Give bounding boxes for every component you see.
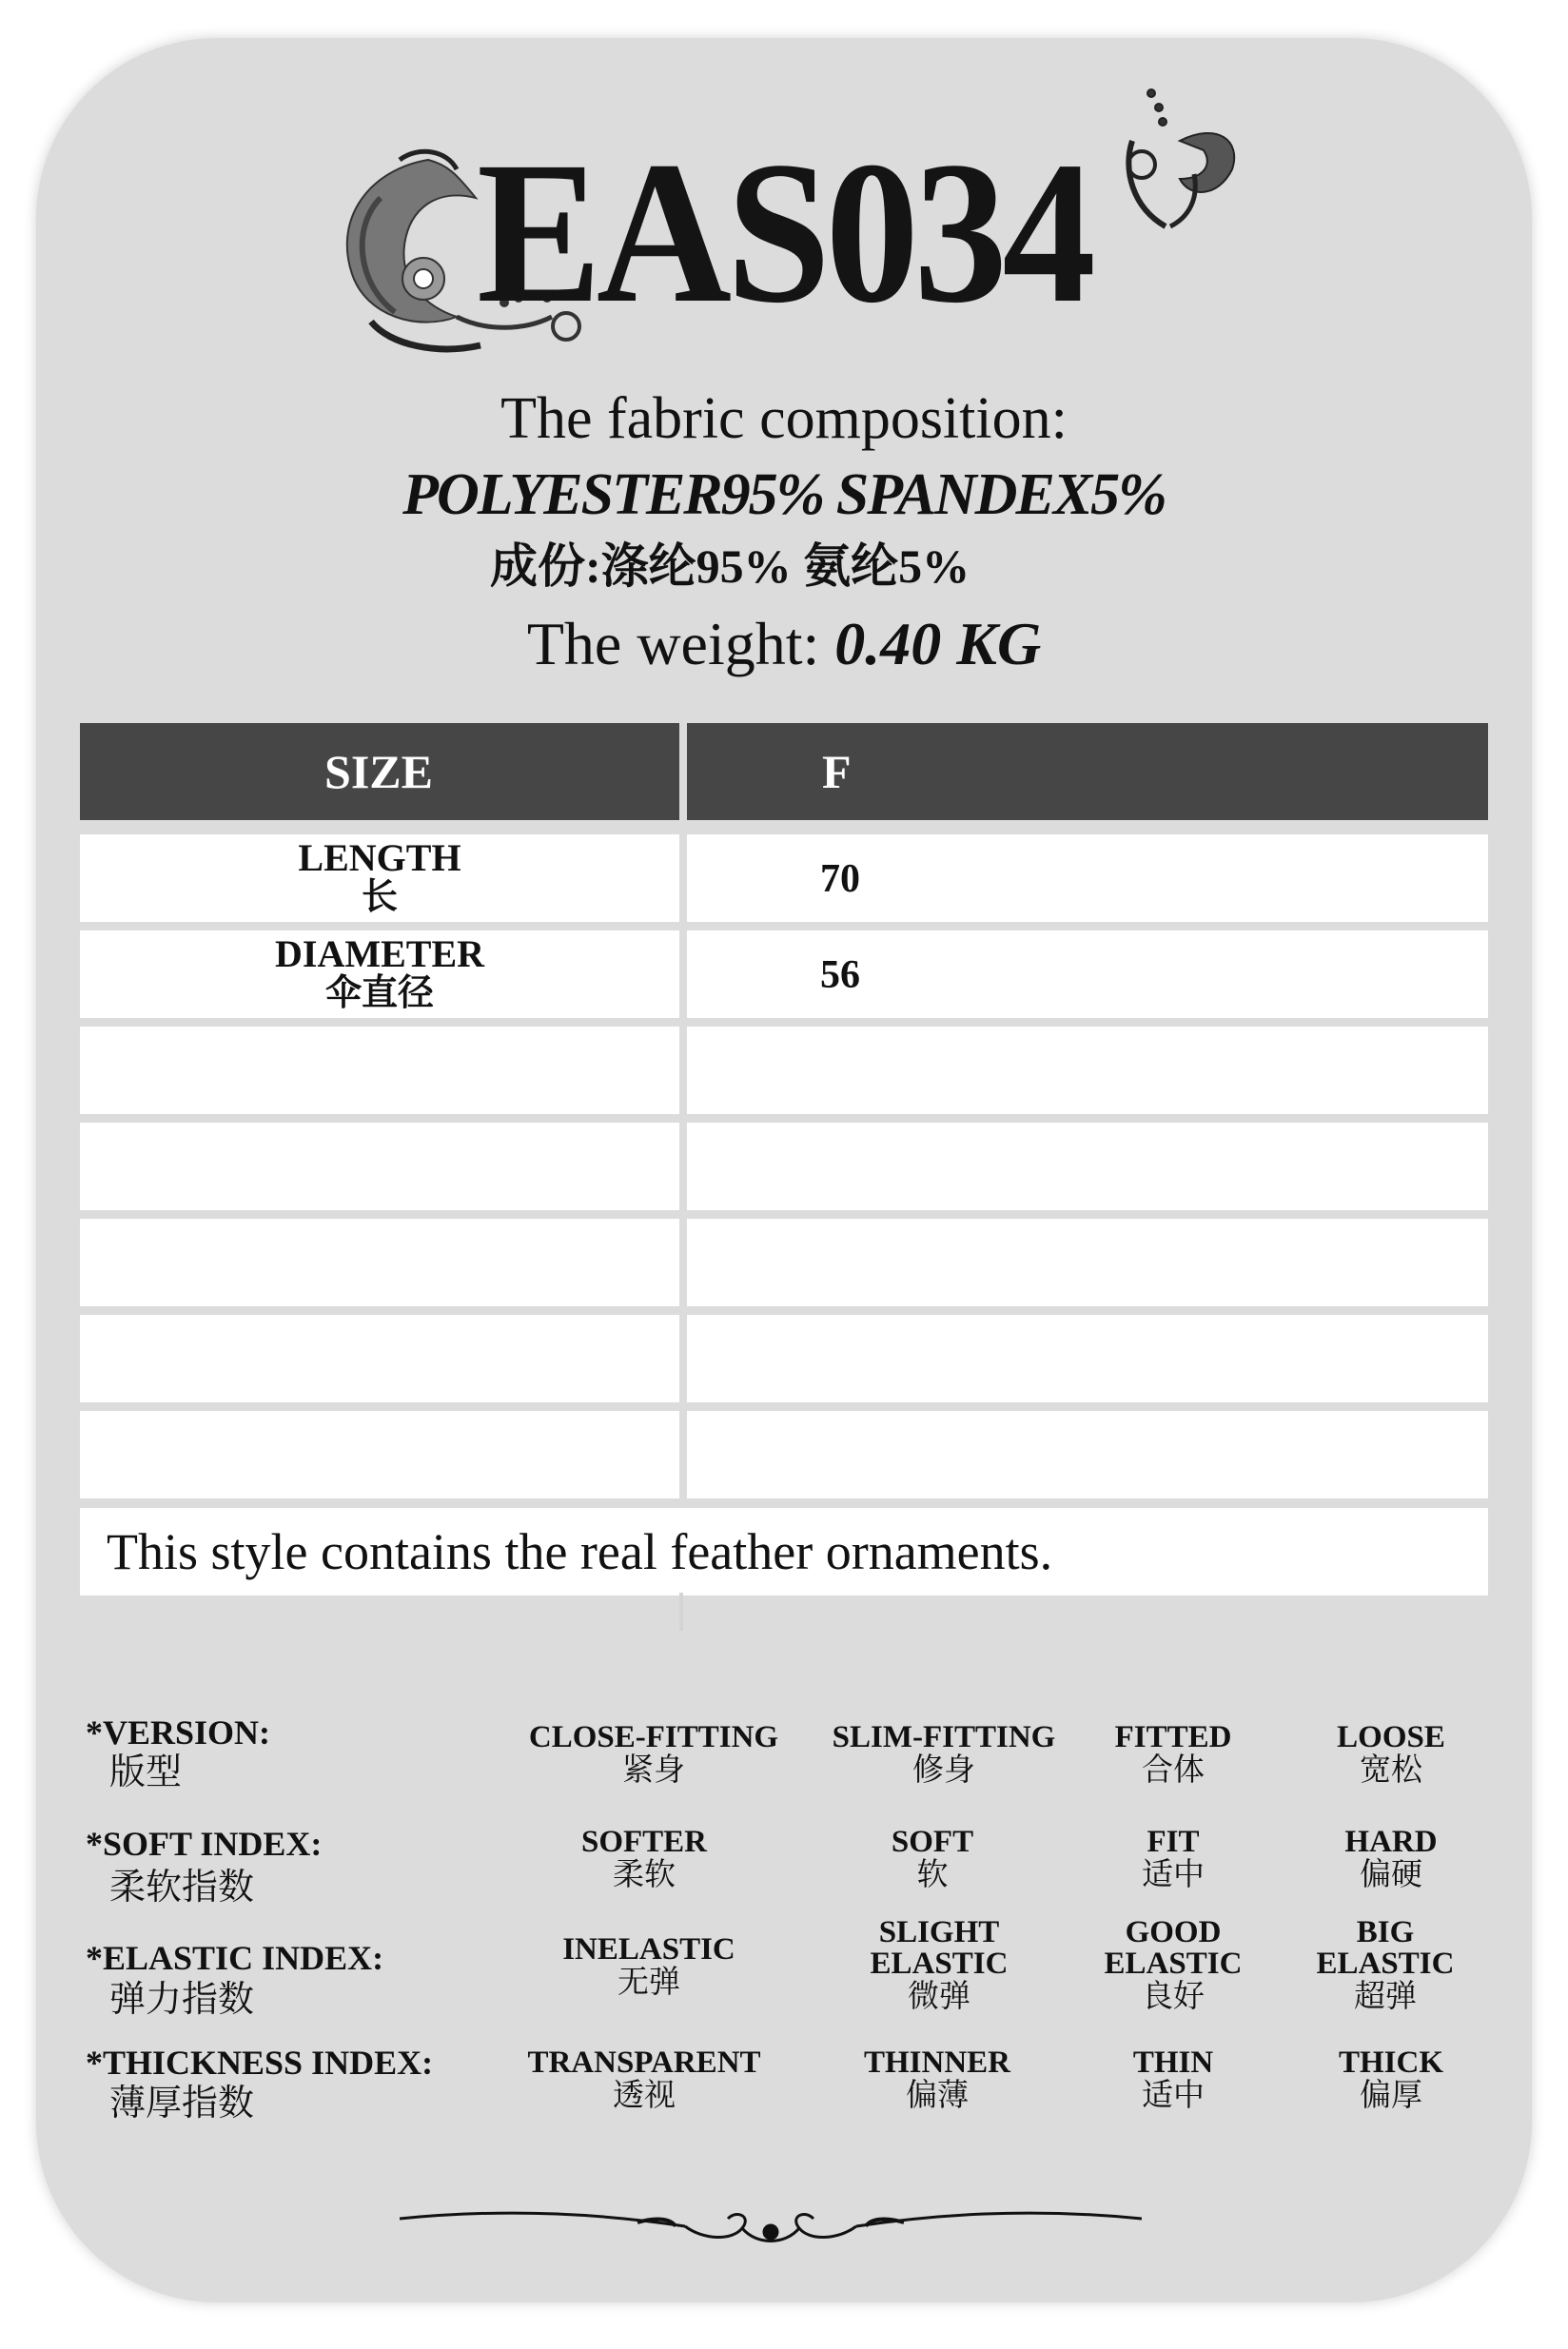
- row-value: 70: [820, 857, 860, 901]
- option-cn: 适中: [1142, 2079, 1205, 2113]
- option-en: SLIGHT ELASTIC: [870, 1915, 1009, 1981]
- option-en: CLOSE-FITTING: [528, 1720, 779, 1754]
- row-name: [80, 1315, 679, 1319]
- option-cn: 偏硬: [1360, 1858, 1422, 1892]
- header-divider: [679, 723, 687, 820]
- option-en: FITTED: [1114, 1720, 1232, 1754]
- row-name: [80, 1123, 679, 1126]
- row-label-cell: [80, 834, 679, 922]
- thickness-option: [511, 2047, 777, 2113]
- size-header-label: SIZE: [324, 745, 433, 798]
- weight-label: The weight:: [526, 610, 820, 677]
- row-label-cell: [80, 1123, 679, 1210]
- elastic-index-label: *ELASTIC INDEX:: [86, 1939, 384, 1977]
- thickness-index-label: *THICKNESS INDEX:: [86, 2044, 434, 2082]
- option-cn: 超弹: [1354, 1980, 1417, 2014]
- row-value-cell: [687, 930, 1488, 1018]
- row-name: [80, 1027, 679, 1030]
- row-name: DIAMETER: [274, 932, 485, 975]
- option-en: SOFT: [891, 1825, 974, 1859]
- row-value-cell: [687, 834, 1488, 922]
- elastic-option: [1252, 1917, 1519, 2014]
- option-en: SLIM-FITTING: [832, 1720, 1056, 1754]
- row-value-cell: [687, 1027, 1488, 1114]
- option-cn: 修身: [912, 1753, 975, 1788]
- option-cn: 微弹: [908, 1980, 970, 2014]
- version-option: [811, 1722, 1077, 1788]
- option-en: INELASTIC: [562, 1932, 735, 1967]
- table-row: [80, 1315, 1488, 1402]
- row-label-cell: [80, 1027, 679, 1114]
- option-en: SOFTER: [580, 1825, 708, 1859]
- soft-option: [799, 1827, 1066, 1892]
- version-option: [1258, 1722, 1524, 1788]
- row-label-cell: [80, 930, 679, 1018]
- version-option: [520, 1722, 787, 1788]
- row-label-cell: [80, 1315, 679, 1402]
- option-en: LOOSE: [1337, 1720, 1445, 1754]
- row-label-cell: [80, 1219, 679, 1306]
- thickness-option: [1258, 2047, 1524, 2113]
- option-cn: 适中: [1142, 1858, 1205, 1892]
- scroll-divider-icon: [400, 2188, 1142, 2264]
- feather-note: [80, 1508, 1488, 1595]
- option-cn: 偏厚: [1360, 2079, 1422, 2113]
- option-cn: 合体: [1142, 1753, 1205, 1788]
- composition-value: POLYESTER95% SPANDEX5%: [402, 462, 1166, 527]
- option-cn: 柔软: [613, 1858, 676, 1892]
- row-label-cell: [80, 1411, 679, 1498]
- option-en: HARD: [1344, 1825, 1438, 1859]
- option-cn: 透视: [613, 2079, 676, 2113]
- table-row: [80, 1123, 1488, 1210]
- table-row: [80, 1411, 1488, 1498]
- row-value-cell: [687, 1219, 1488, 1306]
- style-code-title: EAS034: [477, 120, 1091, 345]
- option-cn: 宽松: [1360, 1753, 1422, 1788]
- weight-line: [0, 609, 1568, 679]
- elastic-option: [806, 1917, 1072, 2014]
- thickness-option: [804, 2047, 1070, 2113]
- thickness-index-label-cn: 薄厚指数: [109, 2084, 255, 2124]
- option-en: THICK: [1338, 2046, 1444, 2080]
- option-en: BIG ELASTIC: [1316, 1915, 1455, 1981]
- table-row: [80, 1027, 1488, 1114]
- soft-index-label: *SOFT INDEX:: [86, 1825, 323, 1863]
- option-en: TRANSPARENT: [527, 2046, 761, 2080]
- option-cn: 良好: [1142, 1980, 1205, 2014]
- table-row: [80, 834, 1488, 922]
- row-name: [80, 1411, 679, 1415]
- version-label: *VERSION:: [86, 1713, 271, 1752]
- table-row: [80, 930, 1488, 1018]
- elastic-option: [516, 1934, 782, 2000]
- option-en: THIN: [1132, 2046, 1214, 2080]
- feather-note-text: This style contains the real feather ornaments.: [107, 1523, 1053, 1580]
- row-name: LENGTH: [298, 836, 461, 879]
- option-cn: 软: [916, 1858, 949, 1892]
- row-value-cell: [687, 1123, 1488, 1210]
- option-en: FIT: [1147, 1825, 1200, 1859]
- option-en: THINNER: [863, 2046, 1011, 2080]
- soft-option: [511, 1827, 777, 1892]
- soft-index-label-cn: 柔软指数: [109, 1868, 255, 1908]
- composition-value-cn: 成份:涤纶95% 氨纶5%: [490, 539, 970, 593]
- option-cn: 偏薄: [906, 2079, 969, 2113]
- row-value-cell: [687, 1315, 1488, 1402]
- note-divider: [679, 1593, 683, 1631]
- size-table-header: [80, 723, 1488, 820]
- size-header-value: F: [822, 745, 852, 798]
- composition-label: The fabric composition:: [500, 386, 1068, 451]
- version-label-cn: 版型: [109, 1752, 183, 1792]
- soft-option: [1258, 1827, 1524, 1892]
- table-row: [80, 1219, 1488, 1306]
- row-name: [80, 1219, 679, 1223]
- weight-value: 0.40 KG: [834, 610, 1042, 677]
- option-cn: 紧身: [622, 1753, 685, 1788]
- row-name-cn: 长: [361, 877, 398, 917]
- row-value-cell: [687, 1411, 1488, 1498]
- option-cn: 无弹: [617, 1966, 680, 2000]
- row-name-cn: 伞直径: [324, 973, 434, 1013]
- option-en: GOOD ELASTIC: [1104, 1915, 1243, 1981]
- row-value: 56: [820, 953, 860, 997]
- elastic-index-label-cn: 弹力指数: [109, 1980, 255, 2020]
